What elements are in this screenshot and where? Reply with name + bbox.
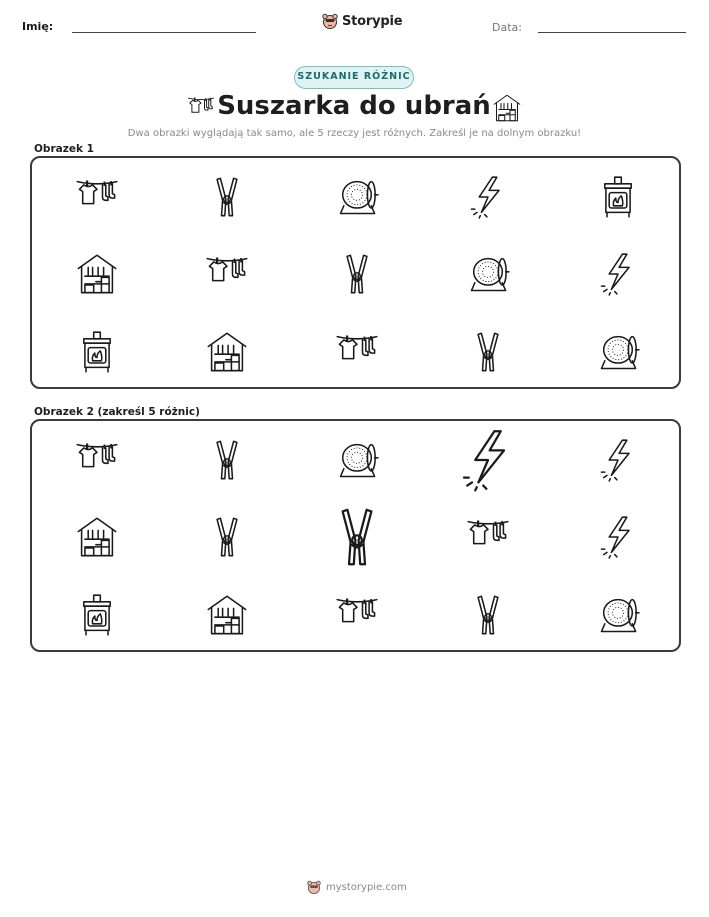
name-label: Imię: xyxy=(22,20,54,33)
lightning-icon xyxy=(596,438,640,482)
picture2-cell[interactable] xyxy=(423,421,553,499)
picture2-cell[interactable] xyxy=(32,499,162,577)
clothespin-icon xyxy=(205,515,249,559)
picture1-cell[interactable] xyxy=(32,158,162,236)
laundry-shed-icon xyxy=(205,330,249,374)
title-right-icon xyxy=(492,93,522,123)
picture1-cell[interactable] xyxy=(553,158,683,236)
instructions: Dwa obrazki wyglądają tak samo, ale 5 rzeczy jest różnych. Zakreśl je na dolnym obrazku! xyxy=(127,128,582,139)
clothesline-icon xyxy=(205,252,249,296)
picture1-cell[interactable] xyxy=(423,236,553,314)
picture1-cell[interactable] xyxy=(292,158,422,236)
clothespin-icon xyxy=(466,330,510,374)
clothespin-icon xyxy=(205,175,249,219)
clothesline-icon xyxy=(75,175,119,219)
clothesline-icon xyxy=(335,593,379,637)
name-line[interactable] xyxy=(72,32,256,33)
picture1-cell[interactable] xyxy=(162,236,292,314)
dryer-drum-icon xyxy=(596,330,640,374)
clothespin-icon xyxy=(335,252,379,296)
clothesline-icon xyxy=(335,330,379,374)
picture2-cell[interactable] xyxy=(292,421,422,499)
dryer-drum-icon xyxy=(596,593,640,637)
storypie-mascot-icon xyxy=(322,13,338,30)
date-label: Data: xyxy=(492,21,522,34)
dryer-drum-icon xyxy=(335,438,379,482)
picture2-cell[interactable] xyxy=(32,576,162,654)
picture2-cell[interactable] xyxy=(553,421,683,499)
laundry-shed-icon xyxy=(205,593,249,637)
picture1-cell[interactable] xyxy=(553,313,683,391)
picture1-cell[interactable] xyxy=(423,158,553,236)
picture2-cell[interactable] xyxy=(423,576,553,654)
lightning-icon xyxy=(596,252,640,296)
brand-logo xyxy=(322,13,402,30)
lightning-icon xyxy=(596,515,640,559)
picture1-cell[interactable] xyxy=(292,313,422,391)
laundry-shed-icon xyxy=(75,515,119,559)
picture2-cell[interactable] xyxy=(162,421,292,499)
picture2-label: Obrazek 2 (zakreśl 5 różnic) xyxy=(34,406,200,418)
lightning-icon xyxy=(466,175,510,219)
clothesline-icon xyxy=(75,438,119,482)
picture2-cell[interactable] xyxy=(423,499,553,577)
picture2-cell[interactable] xyxy=(553,576,683,654)
picture2-cell[interactable] xyxy=(32,421,162,499)
page-title: Suszarka do ubrań xyxy=(217,91,491,121)
stove-icon xyxy=(75,593,119,637)
clothespin-icon xyxy=(205,438,249,482)
picture1-cell[interactable] xyxy=(32,236,162,314)
stove-icon xyxy=(75,330,119,374)
picture1-cell[interactable] xyxy=(423,313,553,391)
clothespin-icon xyxy=(466,593,510,637)
picture2-cell[interactable] xyxy=(553,499,683,577)
dryer-drum-icon xyxy=(335,175,379,219)
picture1-panel[interactable] xyxy=(30,156,681,389)
picture2-panel[interactable] xyxy=(30,419,681,652)
laundry-shed-icon xyxy=(492,93,522,123)
title-left-icon xyxy=(186,94,216,122)
stove-icon xyxy=(596,175,640,219)
footer-url[interactable]: mystorypie.com xyxy=(326,882,407,893)
lightning-icon xyxy=(456,428,520,492)
picture1-cell[interactable] xyxy=(553,236,683,314)
brand-name: Storypie xyxy=(342,14,403,29)
dryer-drum-icon xyxy=(466,252,510,296)
clothesline-icon xyxy=(466,515,510,559)
picture1-label: Obrazek 1 xyxy=(34,143,94,155)
clothesline-icon xyxy=(186,94,216,122)
picture1-cell[interactable] xyxy=(292,236,422,314)
picture2-cell[interactable] xyxy=(162,576,292,654)
storypie-mascot-icon xyxy=(307,880,321,895)
laundry-shed-icon xyxy=(75,252,119,296)
picture2-cell[interactable] xyxy=(292,499,422,577)
date-line[interactable] xyxy=(538,32,686,33)
picture1-cell[interactable] xyxy=(162,313,292,391)
activity-badge: SZUKANIE RÓŻNIC xyxy=(294,66,414,89)
picture2-cell[interactable] xyxy=(162,499,292,577)
picture1-cell[interactable] xyxy=(32,313,162,391)
footer xyxy=(307,880,407,895)
picture1-cell[interactable] xyxy=(162,158,292,236)
clothespin-icon xyxy=(325,505,389,569)
picture2-cell[interactable] xyxy=(292,576,422,654)
